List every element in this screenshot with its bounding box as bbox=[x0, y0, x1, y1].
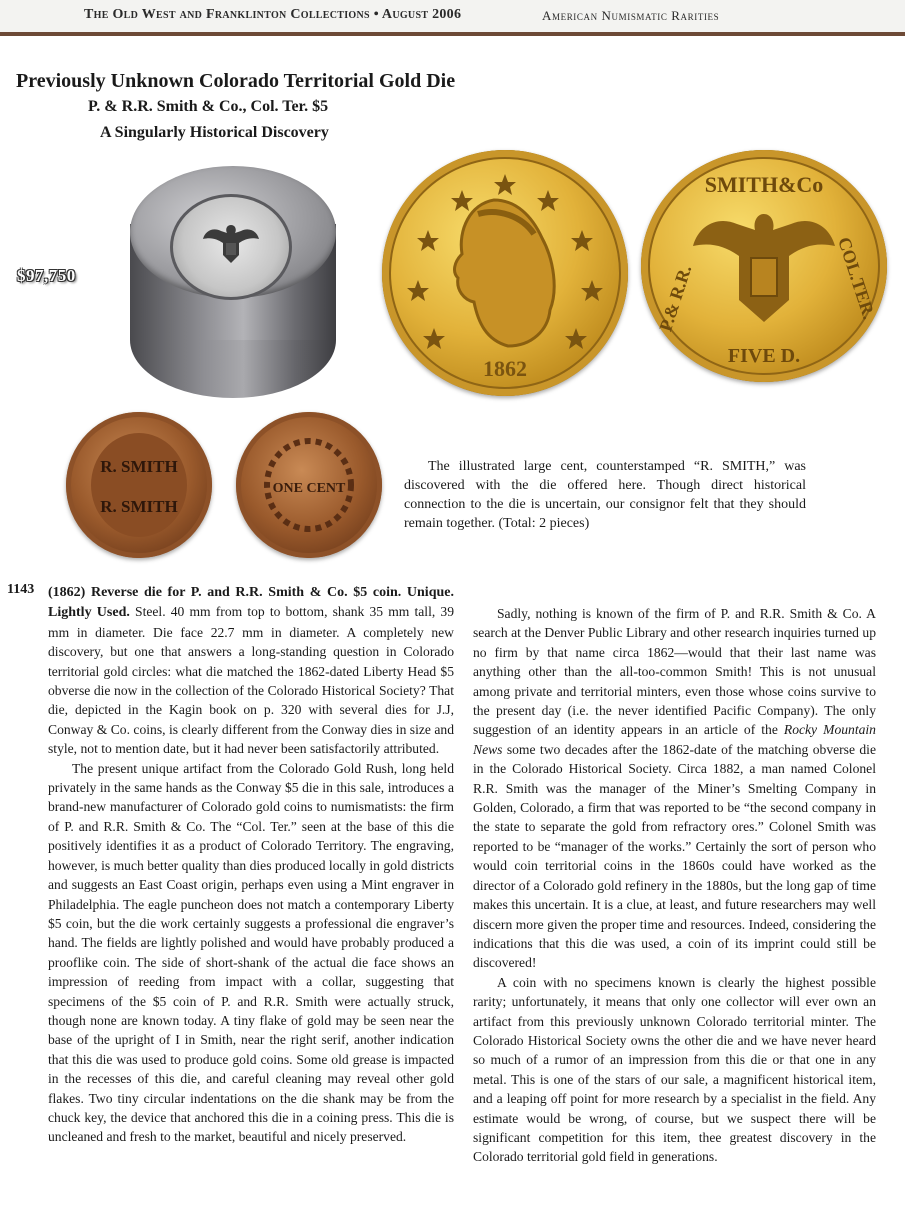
liberty-head-icon bbox=[382, 150, 628, 396]
page-subtitle: P. & R.R. Smith & Co., Col. Ter. $5 bbox=[88, 98, 329, 115]
reverse-legend-right: COL.TER. bbox=[834, 234, 880, 322]
coin-date: 1862 bbox=[483, 356, 527, 381]
cent-denomination: ONE CENT bbox=[272, 481, 346, 496]
counterstamp-text: R. SMITH bbox=[100, 457, 178, 476]
lot-description-right bbox=[473, 604, 876, 1167]
publication-title: Rocky Mountain News bbox=[473, 722, 876, 757]
lot-paragraph-text: Steel. 40 mm from top to bottom, shank 35 mm tall, 39 mm in diameter. Die face 22.7 mm in diameter. A completely new discovery, but one that answers a long-standing question in Colorado territorial gold circles: what die matched the 1862-dated Liberty Head $5 obverse die now in the collection of the Colorado Historical Society? That die, depicted in the Kagin book on p. 320 with several dies for J.J, Conway & Co. coins, is clearly different from the Conway dies in size and style, not to mention date, but it had never been satisfactorily attributed. bbox=[48, 604, 455, 757]
wreath-icon bbox=[236, 412, 382, 558]
lot-paragraph bbox=[48, 582, 454, 759]
counterstamp-text: R. SMITH bbox=[100, 497, 178, 516]
lot-paragraph-text: some two decades after the 1862-date of the matching obverse die in the Colorado Historical Society. Circa 1882, a man named Colonel R.R. Smith was the manager of the Miner’s Smelting Company in Golden, Colorado, a firm that was reported to be “the second company in the state to separate the gold from refractory ores.” Colonel Smith was reported to be “manager of the works.” Certainly the sort of person who would coin territorial coins in the 1860s could have worked as the director of a Colorado gold refinery in the 1880s, but the long gap of time makes this uncertain. It is a clue, at least, and future researchers may well discern more given the proper time and resources. Indeed, considering the indications that this die was used, a coin of its imprint could still be discovered! bbox=[473, 741, 876, 971]
lot-lead: (1862) Reverse die for P. and R.R. Smith & Co. $5 coin. Unique. Lightly Used. bbox=[48, 585, 454, 621]
header-rule bbox=[0, 32, 905, 36]
eagle-icon bbox=[641, 150, 887, 382]
lot-paragraph-text: Sadly, nothing is known of the firm of P. and R.R. Smith & Co. A search at the Denver Public Library and other research inquiries turned up no firm by that name circa 1862—would that their last name was anything other than the all-too-common Smith! This is not unusual among private and territorial minters, even those whose coins survive to the present day (i.e. the never identified Pacific Company). The only suggestion of an identity appears in an article of the bbox=[473, 606, 876, 738]
gold-coin-obverse bbox=[382, 150, 628, 396]
reverse-legend-bottom: FIVE D. bbox=[727, 345, 801, 367]
price-realized: $97,750 bbox=[17, 266, 76, 285]
reverse-legend-left: P.& R.R. bbox=[655, 262, 696, 334]
gold-coin-reverse bbox=[641, 150, 887, 382]
lot-paragraph: The present unique artifact from the Colorado Gold Rush, long held privately in the same hands as the Conway $5 die in this sale, introduces a brand-new manufacturer of Colorado gold coins to numismatists: the firm of P. and R.R. Smith & Co. The “Col. Ter.” seen at the base of this die positively identifies it as a product of Colorado Territory. The engraving, however, is much better quality than dies produced locally in gold districts and suggests an East Coast origin, perhaps even using a Mint engraver in Philadelphia. The eagle puncheon does not match a contemporary Liberty $5 coin, but the die work certainly suggests a professional die engraver’s hand. The fields are lightly polished and would have probably produced a prooflike coin. The side of short-shank of the actual die face shows an impression of reeding from impact with a collar, suggesting that specimens of the $5 coin of P. and R.R. Smith were actually struck, though none are known today. A tiny flake of gold may be seen near the base of the upright of I in Smith, near the right serif, another indication that this die was used to produce gold coins. Some old grease is impacted in the recesses of this die, and careful cleaning may reveal other gold flakes. Two tiny circular indentations on the die shank may be from the chuck key, the device that anchored this die in a coining press. This die is uncleaned and fresh to the market, beautiful and nicely preserved. bbox=[48, 760, 454, 1145]
catalog-title: The Old West and Franklinton Collections • August 2006 bbox=[84, 7, 462, 22]
large-cent-obverse bbox=[66, 412, 212, 558]
counterstamp-icon bbox=[66, 412, 212, 558]
page-subtitle-secondary: A Singularly Historical Discovery bbox=[100, 124, 329, 141]
die-photo bbox=[130, 166, 336, 398]
publisher-name: American Numismatic Rarities bbox=[542, 8, 720, 23]
eagle-icon bbox=[201, 219, 261, 275]
large-cent-reverse bbox=[236, 412, 382, 558]
lot-description-left bbox=[48, 582, 454, 1147]
image-caption: The illustrated large cent, counterstamped “R. SMITH,” was discovered with the die offered here. Though direct historical connection to the die is uncertain, our consignor felt that they should remain together. (Total: 2 pieces) bbox=[404, 459, 806, 531]
lot-paragraph: A coin with no specimens known is clearly the highest possible rarity; unfortunately, it means that only one collector will ever own an artifact from this previously unknown Colorado territorial minter. The Colorado Historical Society owns the other die and we have never heard so much of a rumor of an impression from this die or that one in any metal. This is one of the stars of our sale, a magnificent historical item, and a leaping off point for more research by a specialist in the field. Any estimate would be wrong, of course, but we suspect there will be significant competition for this item, thee greatest discovery in the Colorado territorial gold field in generations. bbox=[473, 974, 876, 1165]
lot-paragraph bbox=[473, 604, 876, 973]
page-title: Previously Unknown Colorado Territorial Gold Die bbox=[16, 70, 456, 92]
page-header bbox=[0, 0, 905, 34]
die-face bbox=[170, 194, 292, 300]
lot-number: 1143 bbox=[7, 582, 35, 597]
reverse-legend-top: SMITH&Co bbox=[704, 172, 824, 197]
